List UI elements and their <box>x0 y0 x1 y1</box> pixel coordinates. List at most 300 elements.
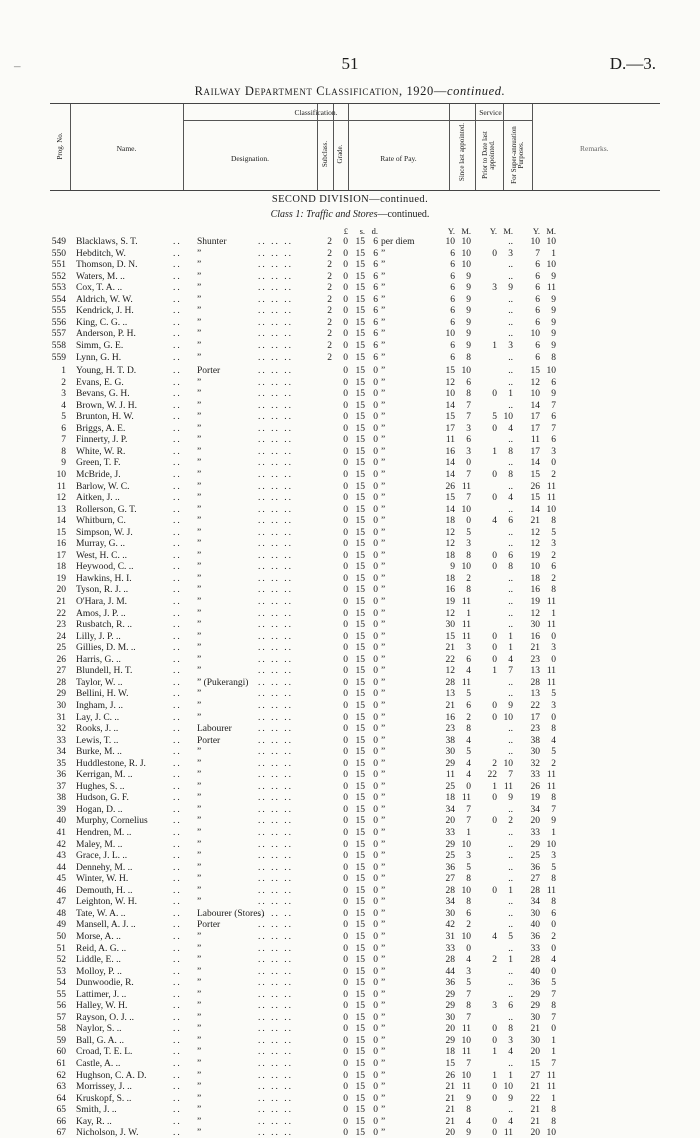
cell-name: Maley, M. .. <box>76 839 123 850</box>
cell-fy: 14 <box>530 504 540 515</box>
cell-pd: 0 <box>373 435 378 446</box>
cell-fm: 8 <box>551 1105 556 1116</box>
cell-sy: 12 <box>445 608 455 619</box>
table-row <box>0 341 700 351</box>
cell-fy: 36 <box>530 862 540 873</box>
division-title: SECOND DIVISION—continued. <box>271 194 429 205</box>
cell-fy: 36 <box>530 978 540 989</box>
cell-sm: 7 <box>466 804 471 815</box>
cell-pd: 0 <box>373 1012 378 1023</box>
cell-pd: 0 <box>373 1093 378 1104</box>
cell-fy: 20 <box>530 1128 540 1138</box>
cell-num: 6 <box>61 423 66 434</box>
cell-name: Gillies, D. M. .. <box>76 643 136 654</box>
cell-num: 14 <box>56 516 66 527</box>
cell-sm: 2 <box>466 920 471 931</box>
cell-sm: 5 <box>466 862 471 873</box>
cell-ps: 15 <box>355 283 365 294</box>
cell-fy: 30 <box>530 1012 540 1023</box>
cell-desig: ” <box>197 493 202 504</box>
leader-dots: .. <box>173 643 182 654</box>
cell-pd: 0 <box>373 366 378 376</box>
class-continued: —continued. <box>377 209 430 220</box>
table-row <box>0 353 700 363</box>
leader-dots: .. <box>173 689 182 700</box>
cell-sy: 14 <box>445 469 455 480</box>
leader-dots: .. .. .. <box>258 597 293 607</box>
cell-pm: .. <box>508 294 513 305</box>
cell-pm: .. <box>508 1012 513 1023</box>
cell-sy: 44 <box>445 966 455 977</box>
cell-pl: 0 <box>343 874 348 885</box>
cell-fm: 3 <box>551 446 556 457</box>
cell-per: ” <box>381 897 386 908</box>
leader-dots: .. <box>173 978 182 989</box>
cell-desig: Labourer <box>197 724 232 735</box>
cell-sm: 9 <box>466 317 471 328</box>
cell-sy: 16 <box>445 585 455 596</box>
leader-dots: .. .. .. <box>258 1024 293 1035</box>
cell-desig: ” <box>197 654 202 665</box>
leader-dots: .. <box>173 585 182 596</box>
cell-desig: ” <box>197 1070 202 1081</box>
leader-dots: .. .. .. <box>258 550 293 561</box>
cell-ps: 15 <box>355 770 365 781</box>
leader-dots: .. .. .. <box>258 248 293 259</box>
cell-ps: 15 <box>355 1035 365 1046</box>
cell-per: ” <box>381 329 386 340</box>
cell-per: ” <box>381 352 386 363</box>
cell-name: Halley, W. H. <box>76 1001 128 1012</box>
cell-ps: 15 <box>355 294 365 305</box>
cell-sy: 26 <box>445 1070 455 1081</box>
cell-num: 12 <box>56 493 66 504</box>
cell-sm: 8 <box>466 550 471 561</box>
cell-pd: 0 <box>373 966 378 977</box>
cell-pd: 0 <box>373 377 378 388</box>
cell-per: ” <box>381 597 386 607</box>
cell-fm: 8 <box>551 897 556 908</box>
cell-per: ” <box>381 248 386 259</box>
leader-dots: .. <box>173 504 182 515</box>
cell-fy: 10 <box>530 389 540 400</box>
cell-fm: 10 <box>546 237 556 247</box>
col-header-service: Service <box>479 108 502 117</box>
cell-fy: 33 <box>530 770 540 781</box>
cell-sm: 9 <box>466 329 471 340</box>
leader-dots: .. .. .. <box>258 874 293 885</box>
leader-dots: .. <box>173 435 182 446</box>
cell-grade: 2 <box>327 271 332 282</box>
cell-pl: 0 <box>343 804 348 815</box>
cell-per: ” <box>381 1070 386 1081</box>
cell-fy: 29 <box>530 839 540 850</box>
cell-sm: 0 <box>466 943 471 954</box>
cell-pl: 0 <box>343 897 348 908</box>
leader-dots: .. .. .. <box>258 352 293 363</box>
cell-fm: 11 <box>546 885 556 896</box>
cell-sy: 28 <box>445 885 455 896</box>
cell-name: Green, T. F. <box>76 458 121 469</box>
cell-num: 3 <box>61 389 66 400</box>
cell-name: Kendrick, J. H. <box>76 306 134 317</box>
cell-fm: 5 <box>551 747 556 758</box>
cell-num: 64 <box>56 1093 66 1104</box>
cell-per: ” <box>381 1001 386 1012</box>
cell-name: Naylor, S. .. <box>76 1024 122 1035</box>
table-row <box>0 318 700 328</box>
cell-ps: 15 <box>355 481 365 492</box>
cell-fy: 14 <box>530 458 540 469</box>
cell-pd: 0 <box>373 677 378 688</box>
cell-pl: 0 <box>343 943 348 954</box>
cell-sm: 11 <box>461 677 471 688</box>
cell-sy: 21 <box>445 643 455 654</box>
leader-dots: .. .. .. <box>258 666 293 677</box>
cell-pl: 0 <box>343 458 348 469</box>
cell-per: ” <box>381 816 386 827</box>
cell-pl: 0 <box>343 340 348 351</box>
cell-pl: 0 <box>343 1024 348 1035</box>
leader-dots: .. <box>173 446 182 457</box>
cell-pm: .. <box>508 839 513 850</box>
cell-sm: 9 <box>466 294 471 305</box>
leader-dots: .. .. .. <box>258 908 293 919</box>
cell-grade: 2 <box>327 237 332 247</box>
cell-fm: 7 <box>551 423 556 434</box>
leader-dots: .. .. .. <box>258 758 293 769</box>
cell-py: 0 <box>492 1035 497 1046</box>
cell-num: 8 <box>61 446 66 457</box>
cell-ps: 15 <box>355 966 365 977</box>
page-title-continued: continued. <box>446 84 506 98</box>
cell-sm: 0 <box>466 458 471 469</box>
cell-sm: 5 <box>466 689 471 700</box>
cell-pl: 0 <box>343 689 348 700</box>
leader-dots: .. <box>173 469 182 480</box>
table-row <box>0 283 700 293</box>
cell-py: 0 <box>492 700 497 711</box>
table-row <box>0 1047 700 1057</box>
cell-name: Blundell, H. T. <box>76 666 133 677</box>
cell-fm: 10 <box>546 504 556 515</box>
cell-fy: 20 <box>530 1047 540 1058</box>
cell-sm: 0 <box>466 516 471 527</box>
cell-fy: 30 <box>530 747 540 758</box>
cell-fy: 29 <box>530 989 540 1000</box>
cell-py: 0 <box>492 712 497 723</box>
cell-sm: 4 <box>466 758 471 769</box>
cell-fm: 7 <box>551 804 556 815</box>
cell-pd: 0 <box>373 908 378 919</box>
cell-desig: ” <box>197 885 202 896</box>
cell-sm: 9 <box>466 283 471 294</box>
cell-pl: 0 <box>343 400 348 411</box>
leader-dots: .. <box>173 908 182 919</box>
cell-desig: ” <box>197 562 202 573</box>
cell-ps: 15 <box>355 654 365 665</box>
cell-pm: .. <box>508 620 513 631</box>
leader-dots: .. <box>173 631 182 642</box>
unit-months: M. <box>503 226 513 236</box>
cell-num: 30 <box>56 700 66 711</box>
cell-num: 557 <box>51 329 66 340</box>
cell-fy: 33 <box>530 828 540 838</box>
unit-months: M. <box>461 226 471 236</box>
table-row <box>0 793 700 803</box>
cell-name: Castle, A. .. <box>76 1059 121 1069</box>
cell-pd: 0 <box>373 770 378 781</box>
cell-num: 552 <box>51 271 66 282</box>
cell-pd: 0 <box>373 851 378 862</box>
cell-pm: 7 <box>508 666 513 677</box>
cell-per: ” <box>381 943 386 954</box>
cell-pd: 0 <box>373 885 378 896</box>
cell-desig: Labourer (Stores) <box>197 908 265 919</box>
cell-name: Aldrich, W. W. <box>76 294 133 305</box>
cell-pd: 0 <box>373 735 378 746</box>
cell-per: ” <box>381 955 386 966</box>
cell-pd: 0 <box>373 1035 378 1046</box>
table-row <box>0 562 700 572</box>
cell-sm: 11 <box>461 1082 471 1093</box>
cell-per: ” <box>381 677 386 688</box>
cell-per: ” <box>381 793 386 804</box>
cell-num: 558 <box>51 340 66 351</box>
cell-name: O'Hara, J. M. <box>76 597 128 607</box>
cell-pm: 3 <box>508 340 513 351</box>
cell-num: 7 <box>61 435 66 446</box>
cell-pl: 0 <box>343 735 348 746</box>
leader-dots: .. <box>173 1001 182 1012</box>
cell-sy: 6 <box>450 340 455 351</box>
cell-fy: 6 <box>535 317 540 328</box>
cell-ps: 15 <box>355 804 365 815</box>
cell-num: 53 <box>56 966 66 977</box>
leader-dots: .. <box>173 294 182 305</box>
cell-pd: 0 <box>373 550 378 561</box>
cell-pd: 0 <box>373 539 378 550</box>
cell-num: 45 <box>56 874 66 885</box>
cell-pm: .. <box>508 989 513 1000</box>
cell-sy: 25 <box>445 851 455 862</box>
cell-pl: 0 <box>343 539 348 550</box>
cell-sm: 11 <box>461 793 471 804</box>
cell-grade: 2 <box>327 340 332 351</box>
cell-desig: ” <box>197 283 202 294</box>
cell-desig: ” <box>197 435 202 446</box>
cell-name: Tyson, R. J. .. <box>76 585 129 596</box>
cell-desig: ” <box>197 481 202 492</box>
cell-fm: 9 <box>551 816 556 827</box>
cell-pm: .. <box>508 735 513 746</box>
cell-fy: 33 <box>530 943 540 954</box>
cell-name: Croad, T. E. L. <box>76 1047 133 1058</box>
leader-dots: .. <box>173 458 182 469</box>
cell-sy: 6 <box>450 352 455 363</box>
cell-sy: 29 <box>445 989 455 1000</box>
cell-pl: 0 <box>343 237 348 247</box>
cell-sy: 10 <box>445 237 455 247</box>
cell-fm: 0 <box>551 631 556 642</box>
cell-ps: 15 <box>355 839 365 850</box>
cell-pm: 9 <box>508 283 513 294</box>
cell-fm: 8 <box>551 352 556 363</box>
cell-per: ” <box>381 1059 386 1069</box>
table-row <box>0 249 700 259</box>
cell-pm: .. <box>508 851 513 862</box>
cell-pd: 0 <box>373 724 378 735</box>
leader-dots: .. <box>173 539 182 550</box>
leader-dots: .. .. .. <box>258 446 293 457</box>
cell-fy: 21 <box>530 643 540 654</box>
leader-dots: .. <box>173 283 182 294</box>
leader-dots: .. .. .. <box>258 804 293 815</box>
leader-dots: .. <box>173 931 182 942</box>
cell-sy: 20 <box>445 816 455 827</box>
table-row <box>0 874 700 884</box>
cell-ps: 15 <box>355 816 365 827</box>
cell-per: ” <box>381 712 386 723</box>
leader-dots: .. .. .. <box>258 816 293 827</box>
cell-pd: 0 <box>373 700 378 711</box>
cell-pl: 0 <box>343 1001 348 1012</box>
cell-sm: 11 <box>461 620 471 631</box>
cell-per: ” <box>381 481 386 492</box>
unit-pounds: £ <box>343 226 348 236</box>
cell-pm: 1 <box>508 631 513 642</box>
cell-name: Hudson, G. F. <box>76 793 129 804</box>
cell-fy: 21 <box>530 1105 540 1116</box>
table-row <box>0 863 700 873</box>
cell-ps: 15 <box>355 527 365 538</box>
cell-per: ” <box>381 770 386 781</box>
leader-dots: .. .. .. <box>258 283 293 294</box>
cell-per: ” <box>381 271 386 282</box>
cell-pd: 0 <box>373 1128 378 1138</box>
cell-sm: 3 <box>466 539 471 550</box>
leader-dots: .. .. .. <box>258 862 293 873</box>
cell-pl: 0 <box>343 862 348 873</box>
cell-per: ” <box>381 1128 386 1138</box>
page-margin-dash: – <box>14 58 21 73</box>
cell-name: Rollerson, G. T. <box>76 504 137 515</box>
cell-fy: 6 <box>535 340 540 351</box>
leader-dots: .. <box>173 654 182 665</box>
cell-fy: 7 <box>535 248 540 259</box>
cell-num: 34 <box>56 747 66 758</box>
cell-name: Taylor, W. .. <box>76 677 123 688</box>
leader-dots: .. .. .. <box>258 608 293 619</box>
table-row <box>0 666 700 676</box>
cell-pm: 5 <box>508 931 513 942</box>
cell-sy: 15 <box>445 412 455 423</box>
unit-years: Y. <box>447 226 455 236</box>
cell-num: 10 <box>56 469 66 480</box>
cell-fm: 11 <box>546 493 556 504</box>
cell-pd: 6 <box>373 340 378 351</box>
cell-pd: 0 <box>373 712 378 723</box>
cell-desig: ” <box>197 504 202 515</box>
table-row <box>0 574 700 584</box>
cell-pd: 0 <box>373 1059 378 1069</box>
cell-pl: 0 <box>343 585 348 596</box>
cell-pl: 0 <box>343 885 348 896</box>
cell-fm: 4 <box>551 735 556 746</box>
leader-dots: .. .. .. <box>258 306 293 317</box>
table-row <box>0 632 700 642</box>
cell-sm: 3 <box>466 423 471 434</box>
cell-name: Hebditch, W. <box>76 248 126 259</box>
cell-num: 15 <box>56 527 66 538</box>
table-row <box>0 828 700 838</box>
cell-pl: 0 <box>343 329 348 340</box>
cell-ps: 15 <box>355 1116 365 1127</box>
leader-dots: .. .. .. <box>258 885 293 896</box>
cell-per: ” <box>381 423 386 434</box>
cell-per: ” <box>381 1116 386 1127</box>
cell-sy: 6 <box>450 248 455 259</box>
cell-fm: 6 <box>551 562 556 573</box>
cell-per: ” <box>381 317 386 328</box>
cell-fy: 26 <box>530 781 540 792</box>
leader-dots: .. <box>173 943 182 954</box>
cell-fm: 2 <box>551 573 556 584</box>
leader-dots: .. <box>173 851 182 862</box>
cell-sy: 19 <box>445 597 455 607</box>
page-reference: D.—3. <box>609 54 656 73</box>
cell-sm: 4 <box>466 666 471 677</box>
cell-ps: 15 <box>355 435 365 446</box>
leader-dots: .. .. .. <box>258 989 293 1000</box>
cell-pm: 6 <box>508 1001 513 1012</box>
cell-desig: ” <box>197 781 202 792</box>
cell-pm: 3 <box>508 1035 513 1046</box>
cell-per: ” <box>381 724 386 735</box>
cell-fy: 15 <box>530 469 540 480</box>
leader-dots: .. .. .. <box>258 389 293 400</box>
table-row <box>0 528 700 538</box>
cell-pd: 6 <box>373 283 378 294</box>
leader-dots: .. <box>173 527 182 538</box>
leader-dots: .. <box>173 1035 182 1046</box>
col-header-since-last: Since last appointed. <box>458 122 466 182</box>
leader-dots: .. .. .. <box>258 481 293 492</box>
cell-fy: 17 <box>530 412 540 423</box>
cell-ps: 15 <box>355 550 365 561</box>
cell-pl: 0 <box>343 839 348 850</box>
cell-sm: 5 <box>466 978 471 989</box>
table-row <box>0 724 700 734</box>
cell-per: ” <box>381 920 386 931</box>
cell-sm: 2 <box>466 712 471 723</box>
leader-dots: .. .. .. <box>258 724 293 735</box>
table-row <box>0 747 700 757</box>
table-row <box>0 770 700 780</box>
cell-fm: 1 <box>551 248 556 259</box>
cell-fy: 12 <box>530 608 540 619</box>
cell-per: ” <box>381 700 386 711</box>
cell-ps: 15 <box>355 989 365 1000</box>
cell-sy: 18 <box>445 573 455 584</box>
cell-ps: 15 <box>355 828 365 838</box>
cell-grade: 2 <box>327 294 332 305</box>
cell-per: ” <box>381 643 386 654</box>
cell-desig: ” (Pukerangi) <box>197 677 249 688</box>
leader-dots: .. <box>173 340 182 351</box>
cell-num: 59 <box>56 1035 66 1046</box>
cell-ps: 15 <box>355 1082 365 1093</box>
